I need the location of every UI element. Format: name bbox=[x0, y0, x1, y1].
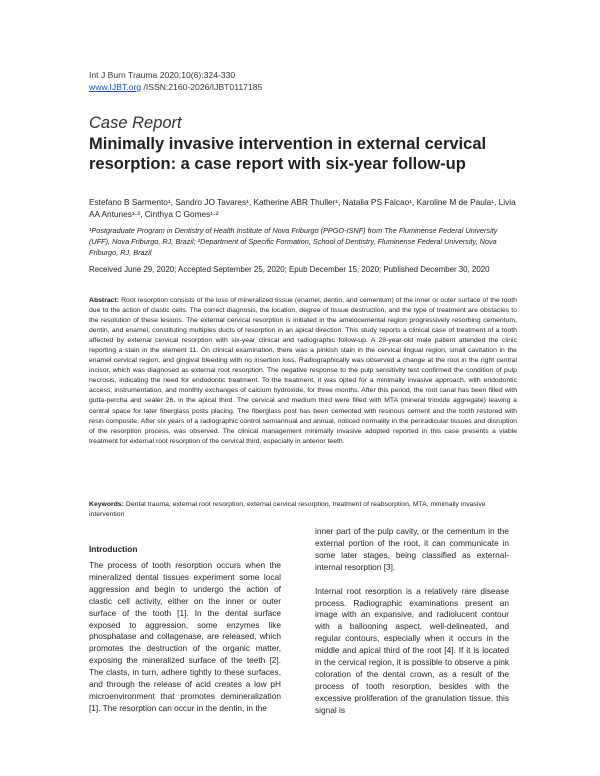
abstract-text: Root resorption consists of the loss of mineralized tissue (enamel, dentin, and cementum) of the inner or outer surface of the tooth due to the action of clastic cells. The correct diagnosis, the location, degree of tissue destruction, and the type of treatment are obstacles to the resolution of these lesions. The external cervical resorption is initiated in the amelocemental region progressively resorbing cementum, dentin, and enamel, constituting multiples ducts of resorption in an apical direction. This study reports a clinical case of treatment of a tooth affected by external cervical resorption with six-year clinical and radiographic follow-up. A 28-year-old male patient attended the clinic reporting a stain in the element 11. On clinical examination, there was a pinkish stain in the cervical lingual region, small cavitation in the enamel cervical region, and gingival bleeding with no insertion loss. Radiographically was observed a change at the root in the right central incisor, which was diagnosed as external root resorption. The negative response to the pulp sensitivity test confirmed the condition of pulp necrosis, indicating the need for endodontic treatment. To the treatment, it was opted for a minimally invasive approach, with endodontic access, instrumentation, and monthly exchanges of calcium hydroxide, for three months. After this period, the root canal has been filled with gutta-percha and sealer 26, in the apical third. The cervical and medium third were filled with MTA (mineral trioxide aggregate) leaving a central space for later fiberglass posts placing. The fiberglass post has been cemented with resinous cement and the tooth restored with resin composite. After six years of a radiographic control semiannual and annual, noticed normality in the periradicular tissues and disruption of the resorption process, was observed. The clinical management minimally invasive adopted reported in this case presents a viable treatment for external root resorption of the cervical third, especially in anterior teeth. bbox=[89, 297, 517, 445]
keywords-text: Dental trauma, external root resorption, external cervical resorption, treatment of reabsorption, MTA, minimally invasive intervention bbox=[89, 501, 486, 519]
author-list: Estefano B Sarmento¹, Sandro JO Tavares¹, Katherine ABR Thuller¹, Natalia PS Falcao¹, Karoline M de Paula¹, Livia AA Antunes¹·², Cinthya C Gomes¹·² bbox=[89, 197, 516, 219]
intro-paragraph-2: Internal root resorption is a relatively rare disease process. Radiographic examinations present an image with an expansive, and radiolucent contour with a ballooning aspect, well-delineated, and regular contours, especially when it occurs in the middle and apical third of the root [4]. If it is located in the cervical region, it is possible to observe a pink coloration of the dental crown, as a result of the process of tooth resorption, besides with the excessive proliferation of the granulation tissue, this signal is bbox=[315, 585, 509, 715]
abstract bbox=[89, 296, 517, 447]
journal-header bbox=[89, 69, 262, 93]
left-column bbox=[89, 560, 281, 715]
abstract-label: Abstract: bbox=[89, 297, 120, 304]
keywords bbox=[89, 500, 517, 520]
publication-dates: Received June 29, 2020; Accepted September 25, 2020; Epub December 15, 2020; Published December 30, 2020 bbox=[89, 265, 490, 274]
journal-citation: Int J Burn Trauma 2020;10(6):324-330 bbox=[89, 70, 236, 80]
journal-website-link[interactable]: www.IJBT.org bbox=[89, 82, 142, 92]
introduction-heading: Introduction bbox=[89, 544, 138, 554]
affiliations: ¹Postgraduate Program in Dentistry of Health Institute of Nova Friburgo (PPGO-ISNF) from The Fluminense Federal University (UFF), Nova Friburgo, RJ, Brazil; ²Department of Specific Formation, School of Dentistry, Fluminense Federal University, Nova Friburgo, RJ, Brazil bbox=[89, 226, 498, 257]
keywords-label: Keywords: bbox=[89, 501, 124, 508]
article-title: Minimally invasive intervention in external cervical resorption: a case report with six-year follow-up bbox=[89, 135, 487, 173]
right-column bbox=[315, 526, 509, 717]
article-type: Case Report bbox=[89, 114, 182, 132]
journal-issn: /ISSN:2160-2026/IJBT0117185 bbox=[141, 82, 263, 92]
intro-paragraph-1-cont: inner part of the pulp cavity, or the cementum in the external portion of the root, it can communicate in some later stages, being classified as external-internal resorption [3]. bbox=[315, 526, 509, 572]
journal-links bbox=[89, 81, 262, 93]
intro-paragraph-1: The process of tooth resorption occurs when the mineralized dental tissues experiment some local aggression and begin to undergo the action of clastic cell activity, either on the inner or outer surface of the tooth [1]. In the dental surface exposed to aggression, some enzymes like phosphatase and collagenase, are released, which promotes the destruction of the organic matter, exposing the mineralized surface of the teeth [2]. The clasts, in turn, adhere tightly to these surfaces, and through the release of acid creates a low pH microenvironment that promotes demineralization [1]. The resorption can occur in the dentin, in the bbox=[89, 560, 281, 713]
